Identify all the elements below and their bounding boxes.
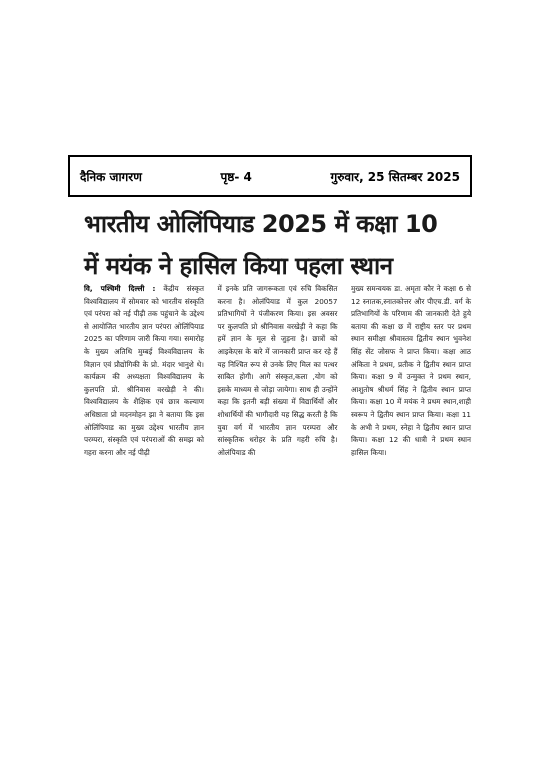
article-column-2 [218, 283, 338, 459]
headline-line-2: में मयंक ने हासिल किया पहला स्थान [84, 252, 393, 280]
newspaper-header [68, 155, 472, 197]
page-number: पृष्ठ- 4 [220, 169, 252, 184]
publication-date: गुरुवार, 25 सितम्बर 2025 [330, 169, 460, 184]
column-2-text: में इनके प्रति जागरूकता एवं रुचि विकसित करना है। ओलंपियाड में कुल 20057 प्रतिभागियों ने पंजीकरण किया। इस अवसर पर कुलपति प्रो श्रीनिवास वरखेड़ी ने कहा कि हमें ज्ञान के मूल से जुड़ना है। छात्रों को आइकेएस के बारे में जानकारी प्राप्त कर रहे हैं यह निश्चित रूप से उनके लिए मिल का पत्थर साबित होगी। आगे संस्कृत,कला ,योग को इसके माध्यम से जोड़ा जायेगा। साथ ही उन्होंने कहा कि इतनी बड़ी संख्या में विद्यार्थियों और शोधार्थियों की भागीदारी यह सिद्ध करती है कि युवा वर्ग में भारतीय ज्ञान परम्परा और सांस्कृतिक धरोहर के प्रति गहरी रुचि है। ओलंपियाड की [217, 284, 338, 457]
article-body [84, 283, 471, 459]
dateline: वि, पश्चिमी दिल्ली : [84, 284, 156, 293]
column-1-text: केंद्रीय संस्कृत विश्वविद्यालय में सोमवार को भारतीय संस्कृति एवं परंपरा को नई पीढ़ी तक पहुंचाने के उद्देश्य से आयोजित भारतीय ज्ञान परंपरा ओलिंपियाड 2025 का परिणाम जारी किया गया। समारोह के मुख्य अतिथि मुम्बई विश्वविद्यालय के विज्ञान एवं प्रौद्योगिकी के प्रो. मंदार भानुशे थे। कार्यक्रम की अध्यक्षता विश्वविद्यालय के कुलपति प्रो. श्रीनिवास वरखेड़ी ने की। विश्वविद्यालय के शैक्षिक एवं छात्र कल्याण अधिष्ठाता प्रो मदनमोहन झा ने बताया कि इस ओलिंपियाड का मुख्य उद्देश्य भारतीय ज्ञान परम्परा, संस्कृति एवं परंपराओं की समझ को गहरा करना और नई पीढ़ी [84, 284, 204, 457]
headline-line-1: भारतीय ओलिंपियाड 2025 में कक्षा 10 [84, 210, 438, 238]
article-headline [84, 203, 484, 287]
article-column-3 [351, 283, 471, 459]
newspaper-name: दैनिक जागरण [80, 169, 142, 184]
article-column-1 [84, 283, 204, 459]
column-3-text: मुख्य समन्वयक डा. अमृता कौर ने कक्षा 6 से 12 स्नातक,स्नातकोत्तर और पीएच.डी. वर्ग के प्रतिभागियों के परिणाम की जानकारी देते हुये बताया की कक्षा छ में राष्ट्रीय स्तर पर प्रथम स्थान समीक्षा श्रीवास्तव द्वितीय स्थान भुवनेश सिंह सेंट जोसफ ने प्राप्त किया। कक्षा आठ अंकिता ने प्रथम, प्रतीक ने द्वितीय स्थान प्राप्त किया। कक्षा 9 में उन्मुक्त ने प्रथम स्थान, आशुतोष श्रीधर्म सिंह ने द्वितीय स्थान प्राप्त किया। कक्षा 10 में मयंक ने प्रथम स्थान,शाही स्वरूप ने द्वितीय स्थान प्राप्त किया। कक्षा 11 के अभी ने प्रथम, स्नेहा ने द्वितीय स्थान प्राप्त किया। कक्षा 12 की धात्री ने प्रथम स्थान हासिल किया। [351, 284, 471, 457]
